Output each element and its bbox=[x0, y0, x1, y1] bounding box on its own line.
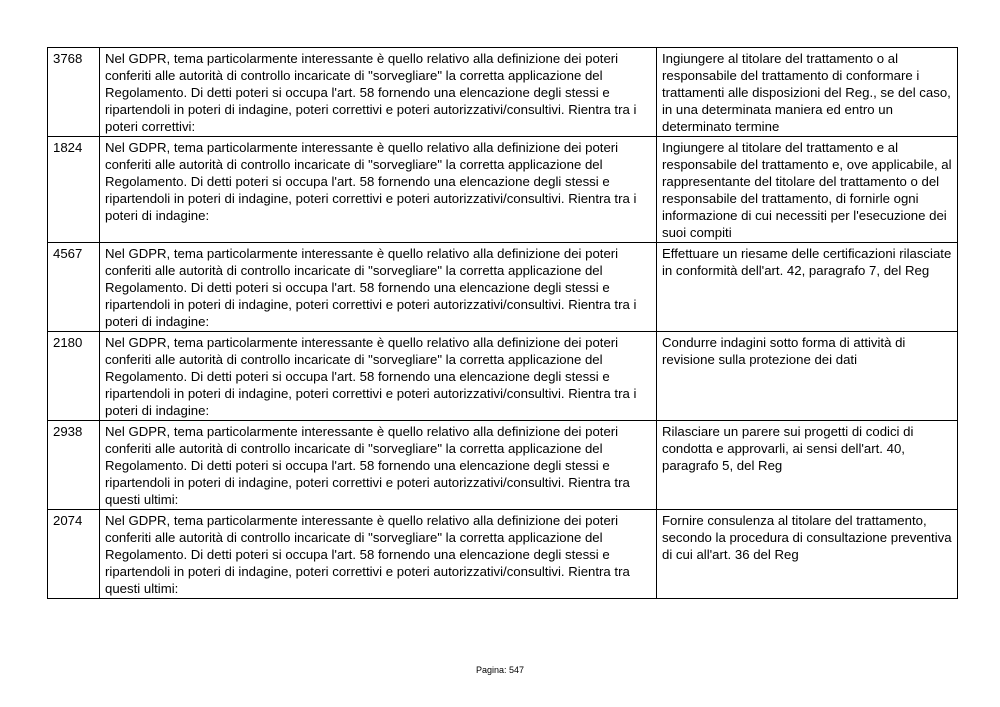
table-row bbox=[48, 243, 958, 332]
quiz-table bbox=[47, 47, 958, 599]
answer-text: Ingiungere al titolare del trattamento e al responsabile del trattamento e, ove applicabile, al rappresentante del titolare del trattamento o del responsabile del trattamento, di fornirle ogni informazione di cui necessiti per l'esecuzione dei suoi compiti bbox=[657, 137, 958, 243]
table-row bbox=[48, 137, 958, 243]
question-text: Nel GDPR, tema particolarmente interessante è quello relativo alla definizione dei poteri conferiti alle autorità di controllo incaricate di "sorvegliare" la corretta applicazione del Regolamento. Di detti poteri si occupa l'art. 58 fornendo una elencazione degli stessi e ripartendoli in poteri di indagine, poteri correttivi e poteri autorizzativi/consultivi. Rientra tra i poteri di indagine: bbox=[100, 332, 657, 421]
question-id: 4567 bbox=[48, 243, 100, 332]
question-text: Nel GDPR, tema particolarmente interessante è quello relativo alla definizione dei poteri conferiti alle autorità di controllo incaricate di "sorvegliare" la corretta applicazione del Regolamento. Di detti poteri si occupa l'art. 58 fornendo una elencazione degli stessi e ripartendoli in poteri di indagine, poteri correttivi e poteri autorizzativi/consultivi. Rientra tra questi ultimi: bbox=[100, 510, 657, 599]
table-row bbox=[48, 421, 958, 510]
answer-text: Rilasciare un parere sui progetti di codici di condotta e approvarli, ai sensi dell'art. 40, paragrafo 5, del Reg bbox=[657, 421, 958, 510]
question-id: 1824 bbox=[48, 137, 100, 243]
question-text: Nel GDPR, tema particolarmente interessante è quello relativo alla definizione dei poteri conferiti alle autorità di controllo incaricate di "sorvegliare" la corretta applicazione del Regolamento. Di detti poteri si occupa l'art. 58 fornendo una elencazione degli stessi e ripartendoli in poteri di indagine, poteri correttivi e poteri autorizzativi/consultivi. Rientra tra i poteri correttivi: bbox=[100, 48, 657, 137]
question-id: 2938 bbox=[48, 421, 100, 510]
question-text: Nel GDPR, tema particolarmente interessante è quello relativo alla definizione dei poteri conferiti alle autorità di controllo incaricate di "sorvegliare" la corretta applicazione del Regolamento. Di detti poteri si occupa l'art. 58 fornendo una elencazione degli stessi e ripartendoli in poteri di indagine, poteri correttivi e poteri autorizzativi/consultivi. Rientra tra i poteri di indagine: bbox=[100, 137, 657, 243]
answer-text: Effettuare un riesame delle certificazioni rilasciate in conformità dell'art. 42, paragrafo 7, del Reg bbox=[657, 243, 958, 332]
question-text: Nel GDPR, tema particolarmente interessante è quello relativo alla definizione dei poteri conferiti alle autorità di controllo incaricate di "sorvegliare" la corretta applicazione del Regolamento. Di detti poteri si occupa l'art. 58 fornendo una elencazione degli stessi e ripartendoli in poteri di indagine, poteri correttivi e poteri autorizzativi/consultivi. Rientra tra questi ultimi: bbox=[100, 421, 657, 510]
answer-text: Ingiungere al titolare del trattamento o al responsabile del trattamento di conformare i trattamenti alle disposizioni del Reg., se del caso, in una determinata maniera ed entro un determinato termine bbox=[657, 48, 958, 137]
page-number: Pagina: 547 bbox=[475, 665, 525, 675]
table-row bbox=[48, 510, 958, 599]
question-id: 3768 bbox=[48, 48, 100, 137]
table-row bbox=[48, 48, 958, 137]
answer-text: Condurre indagini sotto forma di attività di revisione sulla protezione dei dati bbox=[657, 332, 958, 421]
answer-text: Fornire consulenza al titolare del trattamento, secondo la procedura di consultazione preventiva di cui all'art. 36 del Reg bbox=[657, 510, 958, 599]
question-id: 2180 bbox=[48, 332, 100, 421]
question-id: 2074 bbox=[48, 510, 100, 599]
table-row bbox=[48, 332, 958, 421]
question-text: Nel GDPR, tema particolarmente interessante è quello relativo alla definizione dei poteri conferiti alle autorità di controllo incaricate di "sorvegliare" la corretta applicazione del Regolamento. Di detti poteri si occupa l'art. 58 fornendo una elencazione degli stessi e ripartendoli in poteri di indagine, poteri correttivi e poteri autorizzativi/consultivi. Rientra tra i poteri di indagine: bbox=[100, 243, 657, 332]
